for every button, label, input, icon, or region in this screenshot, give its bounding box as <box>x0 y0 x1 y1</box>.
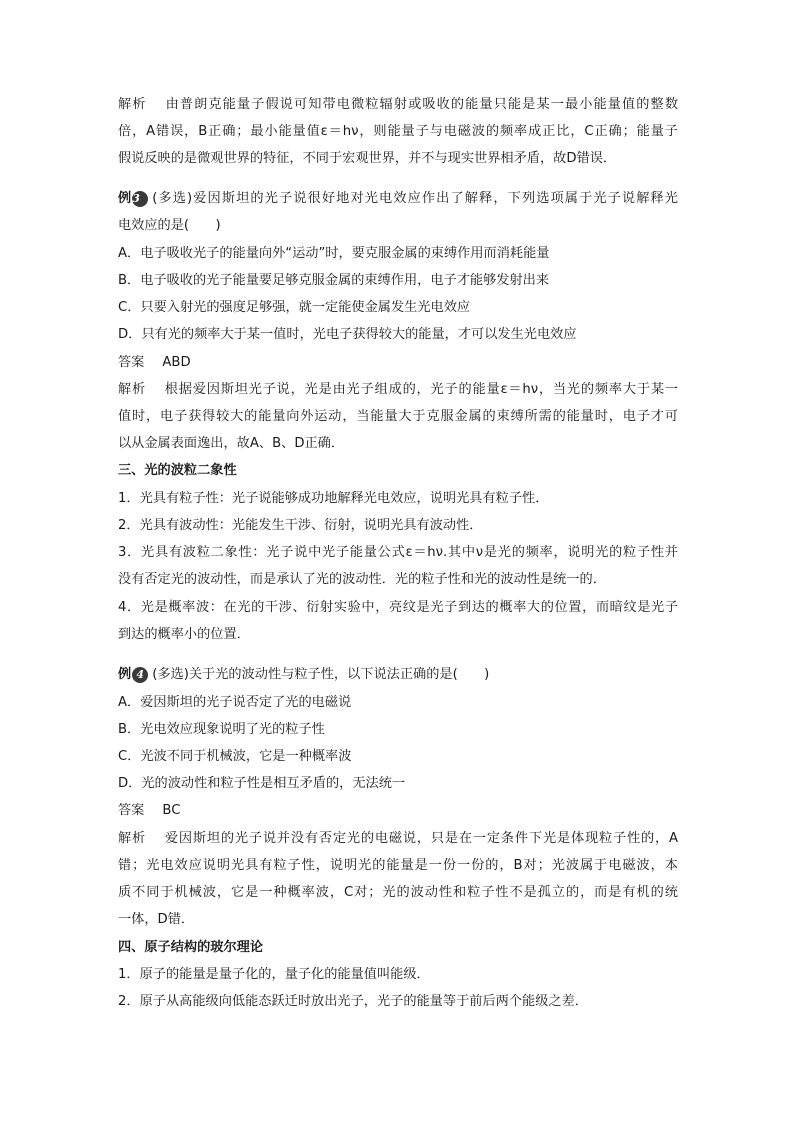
analysis-line: 值时，电子获得较大的能量向外运动，当能量大于克服金属的束缚所需的能量时，电子才可 <box>118 409 678 424</box>
option-d: D．光的波动性和粒子性是相互矛盾的，无法统一 <box>118 776 406 791</box>
answer-value: ABD <box>162 355 191 370</box>
answer-value: BC <box>162 803 181 818</box>
analysis-label: 解析 <box>118 382 146 397</box>
example-tag <box>118 189 148 209</box>
example-stem-text: (多选)关于光的波动性与粒子性，以下说法正确的是( ) <box>152 667 490 682</box>
section-line: 1．光具有粒子性：光子说能够成功地解释光电效应，说明光具有粒子性． <box>118 491 549 506</box>
analysis-text: 由普朗克能量子假说可知带电微粒辐射或吸收的能量只能是某一最小能量值的整数 <box>164 97 679 112</box>
section-line: 到达的概率小的位置． <box>118 627 250 642</box>
example-4-stem <box>118 665 678 685</box>
option-a: A．电子吸收光子的能量向外“运动”时，要克服金属的束缚作用而消耗能量 <box>118 246 550 261</box>
answer-line <box>118 801 678 821</box>
example-3-stem <box>118 189 678 209</box>
example-number-badge: 4 <box>132 667 148 683</box>
answer-label: 答案 <box>118 355 145 370</box>
analysis-text: 爱因斯坦的光子说并没有否定光的电磁说，只是在一定条件下光是体现粒子性的，A <box>164 831 678 846</box>
analysis-line <box>118 829 678 849</box>
section-line: 没有否定光的波动性，而是承认了光的波动性．光的粒子性和光的波动性是统一的． <box>118 572 606 587</box>
analysis-line: 倍，A错误，B正确；最小能量值ε＝hν，则能量子与电磁波的频率成正比，C正确；能量子 <box>118 124 678 139</box>
section-line: 3．光具有波粒二象性：光子说中光子能量公式ε＝hν.其中ν是光的频率，说明光的粒子性并 <box>118 545 678 560</box>
section-line: 2．原子从高能级向低能态跃迁时放出光子，光子的能量等于前后两个能级之差． <box>118 994 588 1009</box>
answer-label: 答案 <box>118 803 145 818</box>
option-d: D．只有光的频率大于某一值时，光电子获得较大的能量，才可以发生光电效应 <box>118 327 577 342</box>
section-heading: 三、光的波粒二象性 <box>118 463 237 478</box>
analysis-line <box>118 380 678 400</box>
example-stem-text: (多选)爱因斯坦的光子说很好地对光电效应作出了解释，下列选项属于光子说解释光 <box>152 191 678 206</box>
analysis-line: 假说反映的是微观世界的特征，不同于宏观世界，并不与现实世界相矛盾，故D错误． <box>118 151 617 166</box>
section-heading: 四、原子结构的玻尔理论 <box>118 940 264 955</box>
example-tag-text: 例 <box>118 667 132 682</box>
analysis-line: 质不同于机械波，它是一种概率波，C对；光的波动性和粒子性不是孤立的，而是有机的统 <box>118 885 678 900</box>
option-c: C．只要入射光的强度足够强，就一定能使金属发生光电效应 <box>118 300 471 315</box>
option-c: C．光波不同于机械波，它是一种概率波 <box>118 749 352 764</box>
example-stem-line: 电效应的是( ) <box>118 218 221 233</box>
analysis-text: 根据爱因斯坦光子说，光是由光子组成的，光子的能量ε＝hν，当光的频率大于某一 <box>163 382 678 397</box>
analysis-label: 解析 <box>118 831 147 846</box>
option-b: B．电子吸收的光子能量要足够克服金属的束缚作用，电子才能够发射出来 <box>118 273 550 288</box>
option-b: B．光电效应现象说明了光的粒子性 <box>118 722 325 737</box>
analysis-line: 错；光电效应说明光具有粒子性，说明光的能量是一份一份的，B对；光波属于电磁波，本 <box>118 858 678 873</box>
section-line: 1．原子的能量是量子化的，量子化的能量值叫能级． <box>118 967 430 982</box>
analysis-label: 解析 <box>118 97 147 112</box>
analysis-line: 以从金属表面逸出，故A、B、D正确． <box>118 436 345 451</box>
option-a: A．爱因斯坦的光子说否定了光的电磁说 <box>118 695 352 710</box>
example-number-badge: 3 <box>132 191 148 207</box>
analysis-line: 一体，D错． <box>118 912 195 927</box>
example-tag <box>118 665 148 685</box>
section-line: 4．光是概率波：在光的干涉、衍射实验中，亮纹是光子到达的概率大的位置，而暗纹是光子 <box>118 600 678 615</box>
section-line: 2．光具有波动性：光能发生干涉、衍射，说明光具有波动性． <box>118 518 483 533</box>
answer-line <box>118 353 678 373</box>
example-tag-text: 例 <box>118 191 132 206</box>
analysis-line <box>118 95 678 115</box>
